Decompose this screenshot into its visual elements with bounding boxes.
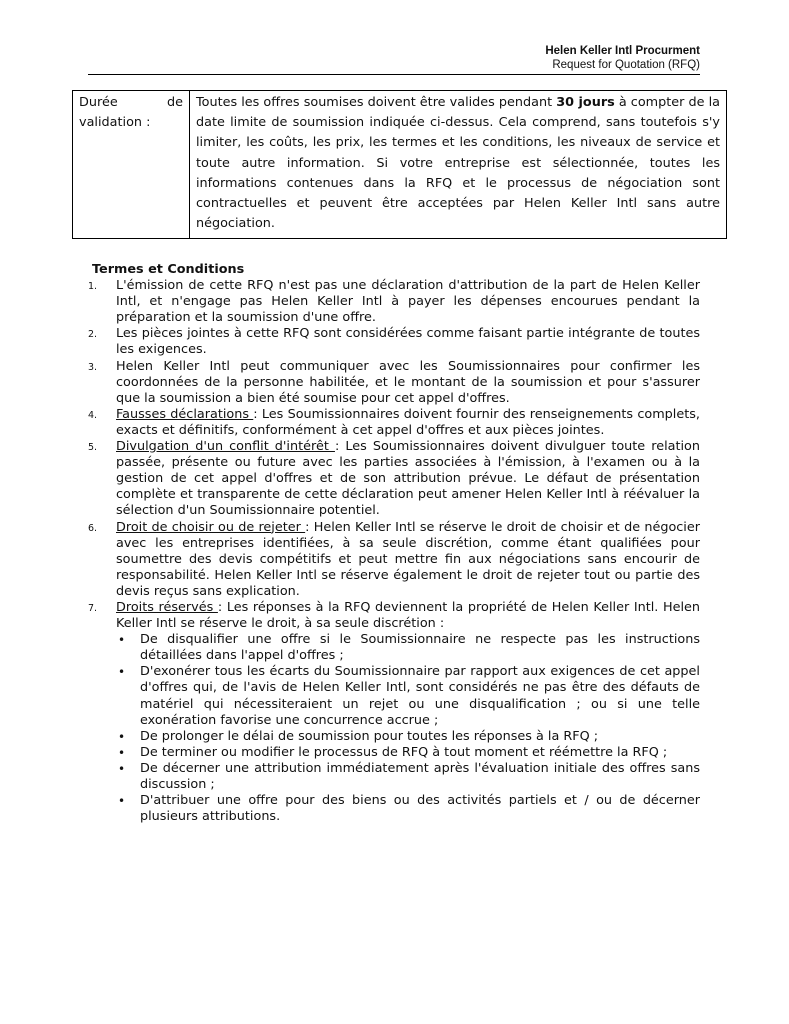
terms-item-7: [88, 599, 701, 825]
validity-table: [72, 90, 727, 239]
bullet-icon: •: [118, 794, 126, 809]
validity-value-cell: [190, 91, 727, 239]
header-divider: [88, 74, 700, 75]
bullet-icon: •: [118, 633, 126, 648]
rights-bullet-item: [116, 745, 700, 761]
item-text: : Helen Keller Intl se réserve le droit de choisir et de négocier avec les entreprises identifiées, à sa seule discrétion, comme étant qualifiées pour soumettre des devis compétitifs et peut mettre fin aux négociations sans encourir de responsabilité. Helen Keller Intl se réserve également le droit de rejeter tout ou partie des devis reçus sans explication.: [116, 519, 700, 599]
terms-item-6: [88, 519, 700, 600]
bullet-text: D'exonérer tous les écarts du Soumissionnaire par rapport aux exigences de cet appel d'offres qui, de l'avis de Helen Keller Intl, sont considérés ne pas être des défauts de matériel qui nécessiteraient un rejet ou une disqualification ; ou si une telle exonération favorise une concurrence accrue ;: [140, 664, 700, 728]
item-text: Helen Keller Intl peut communiquer avec les Soumissionnaires pour confirmer les coordonnées de la personne habilitée, et le montant de la soumission et pour s'assurer que la soumission a bien été soumise pour cet appel d'offres.: [116, 358, 700, 406]
item-text: Les pièces jointes à cette RFQ sont considérées comme faisant partie intégrante de toutes les exigences.: [116, 326, 700, 358]
terms-item-3: [88, 358, 700, 407]
terms-title: Termes et Conditions: [92, 262, 245, 277]
terms-section: [88, 262, 701, 825]
rights-bullet-list: [116, 632, 700, 825]
rights-bullet-item: [116, 632, 700, 664]
bullet-text: D'attribuer une offre pour des biens ou des activités partiels et / ou de décerner plusieurs attributions.: [140, 793, 700, 825]
validity-label-line2: validation :: [79, 115, 151, 131]
item-heading-underlined: Droits réservés: [116, 599, 218, 615]
item-heading-underlined: Fausses déclarations: [116, 406, 254, 422]
bullet-icon: •: [118, 761, 126, 776]
item-number: 5.: [88, 442, 98, 454]
item-number: 7.: [88, 602, 98, 614]
terms-item-2: [88, 326, 700, 358]
bullet-text: De terminer ou modifier le processus de RFQ à tout moment et réémettre la RFQ ;: [140, 744, 668, 760]
item-text: : Les Soumissionnaires doivent divulguer toute relation passée, présente ou future avec les parties associées à l'émission, à l'examen ou à la gestion de cet appel d'offres et de son attribution prévue. Le défaut de présentation complète et transparente de cette déclaration peut amener Helen Keller Intl à réévaluer la sélection d'un Soumissionnaire potentiel.: [116, 439, 701, 519]
bullet-icon: •: [118, 729, 126, 744]
terms-item-4: [88, 406, 700, 439]
bullet-text: De décerner une attribution immédiatement après l'évaluation initiale des offres sans discussion ;: [140, 760, 700, 792]
item-number: 2.: [88, 329, 98, 341]
terms-item-1: [88, 278, 700, 326]
validity-label-line1: Durée de: [79, 95, 183, 110]
bullet-icon: •: [118, 745, 126, 760]
rights-bullet-item: [116, 793, 700, 825]
validity-row: [73, 91, 727, 239]
bullet-text: De disqualifier une offre si le Soumissionnaire ne respecte pas les instructions détaillées dans l'appel d'offres ;: [140, 632, 700, 664]
item-text: : Les réponses à la RFQ deviennent la propriété de Helen Keller Intl. Helen Keller Intl se réserve le droit, à sa seule discrétion :: [116, 599, 701, 632]
rights-bullet-item: [116, 664, 700, 728]
validity-text-after: à compter de la date limite de soumission indiquée ci-dessus. Cela comprend, sans toutefois s'y limiter, les coûts, les prix, les termes et les conditions, les niveaux de service et toute autre information. Si votre entreprise est sélectionnée, toutes les informations contenues dans la RFQ et le processus de négociation sont contractuelles et peuvent être acceptées par Helen Keller Intl sans autre négociation.: [196, 95, 720, 232]
header-document-title: Request for Quotation (RFQ): [552, 59, 700, 71]
validity-label-cell: [73, 91, 190, 239]
item-number: 3.: [88, 361, 98, 373]
page-header: [88, 44, 700, 72]
rights-bullet-item: [116, 761, 700, 793]
rights-bullet-item: [116, 729, 700, 745]
terms-list: [88, 278, 701, 825]
validity-days-bold: 30 jours: [556, 95, 615, 110]
item-text: L'émission de cette RFQ n'est pas une déclaration d'attribution de la part de Helen Keller Intl, et n'engage pas Helen Keller Intl à payer les dépenses encourues pendant la préparation et la soumission d'une offre.: [116, 278, 700, 326]
header-organization: Helen Keller Intl Procurment: [545, 45, 700, 57]
item-heading-underlined: Divulgation d'un conflit d'intérêt: [116, 439, 335, 455]
validity-text-before: Toutes les offres soumises doivent être valides pendant: [196, 95, 557, 110]
item-heading-underlined: Droit de choisir ou de rejeter: [116, 519, 306, 535]
item-number: 1.: [88, 281, 98, 293]
item-number: 4.: [88, 409, 98, 421]
item-number: 6.: [88, 522, 98, 534]
bullet-icon: •: [118, 665, 126, 680]
terms-item-5: [88, 439, 701, 519]
bullet-text: De prolonger le délai de soumission pour toutes les réponses à la RFQ ;: [140, 728, 599, 744]
item-text: : Les Soumissionnaires doivent fournir des renseignements complets, exacts et définitifs, conformément à cet appel d'offres et aux pièces jointes.: [116, 406, 700, 438]
